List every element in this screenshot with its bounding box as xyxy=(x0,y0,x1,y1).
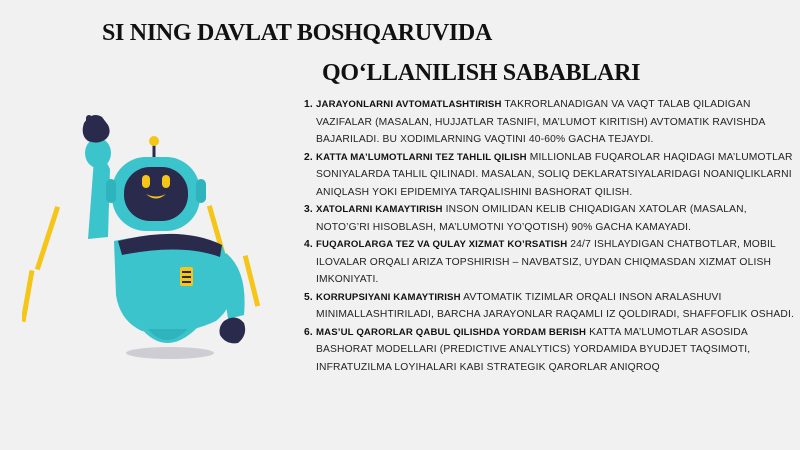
reason-heading: JARAYONLARNI AVTOMATLASHTIRISH xyxy=(316,99,502,110)
reason-body xyxy=(316,236,796,289)
robot-illustration xyxy=(22,95,282,375)
reason-number: 6. xyxy=(304,326,313,338)
reason-heading: KATTA MA’LUMOTLARNI TEZ TAHLIL QILISH xyxy=(316,151,527,163)
reason-text: KATTA MA’LUMOTLAR ASOSIDA BASHORAT MODELLARI (PREDICTIVE ANALYTICS) YORDAMIDA BYUDJET TAQSIMOTI, INFRATUZILMA LOYIHALARI KABI STRATEGIK QARORLAR ANIQROQ xyxy=(316,326,751,373)
reason-number: 4. xyxy=(304,239,313,250)
list-item xyxy=(304,96,796,149)
reason-text: MILLIONLAB FUQAROLAR HAQIDAGI MA’LUMOTLAR SONIYALARDA TAHLIL QILINADI. MASALAN, SOLIQ DEKLARATSIYALARIDAGI NOANIQLIKLARNI ANIQLASH YOKI EPIDEMIYA TARQALISHINI BASHORAT QILISH. xyxy=(316,151,793,198)
page-title-line-1: SI NING DAVLAT BOSHQARUVIDA xyxy=(102,20,492,46)
reason-heading: MAS’UL QARORLAR QABUL QILISHDA YORDAM BERISH xyxy=(316,326,587,338)
reason-heading: FUQAROLARGA TEZ VA QULAY XIZMAT KO’RSATISH xyxy=(316,239,568,250)
list-item xyxy=(304,289,796,324)
list-item xyxy=(304,236,796,289)
robot-raised-arm xyxy=(83,115,111,239)
list-item xyxy=(304,324,796,377)
reason-text: 24/7 ISHLAYDIGAN CHATBOTLAR, MOBIL ILOVALAR ORQALI ARIZA TOPSHIRISH – NAVBATSIZ, UYDAN CHIQMASDAN XIZMAT OLISH IMKONIYATI. xyxy=(316,239,776,285)
reason-number: 3. xyxy=(304,204,313,215)
reason-text: TAKRORLANADIGAN VA VAQT TALAB QILADIGAN VAZIFALAR (MASALAN, HUJJATLAR TASNIFI, MA’LUMOT KIRITISH) AVTOMATIK RAVISHDA BAJARILADI. BU XODIMLARNING VAQTINI 40-60% GACHA TEJAYDI. xyxy=(316,99,765,145)
reason-number: 2. xyxy=(304,151,313,163)
reason-body xyxy=(316,201,796,236)
reason-body xyxy=(316,96,796,149)
reason-number: 1. xyxy=(304,99,313,110)
list-item xyxy=(304,149,796,202)
list-item xyxy=(304,201,796,236)
reason-heading: XATOLARNI KAMAYTIRISH xyxy=(316,204,443,215)
reason-body xyxy=(316,289,796,324)
reason-heading: KORRUPSIYANI KAMAYTIRISH xyxy=(316,291,461,303)
reason-text: AVTOMATIK TIZIMLAR ORQALI INSON ARALASHUVI MINIMALLASHTIRILADI, BARCHA JARAYONLAR RAQAMLI IZ QOLDIRADI, SHAFFOFLIK OSHADI. xyxy=(316,291,794,320)
reason-body xyxy=(316,149,796,202)
reasons-list xyxy=(304,96,796,376)
reason-body xyxy=(316,324,796,377)
reason-number: 5. xyxy=(304,291,313,303)
robot-head xyxy=(106,136,206,231)
page-title-line-2: QO‘LLANILISH SABABLARI xyxy=(322,60,641,86)
robot-body xyxy=(114,234,234,343)
reason-text: INSON OMILIDAN KELIB CHIQADIGAN XATOLAR (MASALAN, NOTO’G’RI HISOBLASH, MA’LUMOTNI YO’QOTISH) 90% GACHA KAMAYADI. xyxy=(316,204,747,233)
